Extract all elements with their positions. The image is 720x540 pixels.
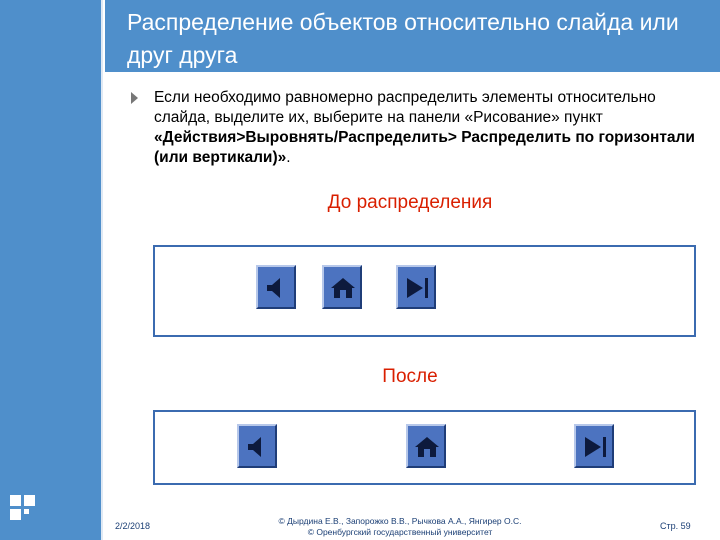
home-icon (412, 432, 442, 462)
home-button-before[interactable] (322, 265, 362, 309)
end-button-after[interactable] (574, 424, 614, 468)
bullet-arrow-icon (131, 92, 138, 104)
footer-copyright-line2: © Оренбургский государственный университет (307, 527, 493, 537)
home-button-after[interactable] (406, 424, 446, 468)
body-text-main: Если необходимо равномерно распределить элементы относительно слайда, выделите их, выберите на панели «Рисование» пункт (154, 89, 656, 126)
body-text-bold: «Действия>Выровнять/Распределить> Распределить по горизонтали (или вертикали)» (154, 129, 695, 166)
end-icon (580, 432, 610, 462)
sound-button-after[interactable] (237, 424, 277, 468)
body-text-end: . (286, 149, 291, 166)
footer-copyright-line1: © Дырдина Е.В., Запорожко В.В., Рычкова А.А., Янгирер О.С. (278, 516, 522, 526)
end-icon (402, 273, 432, 303)
label-after-distribution: После (382, 366, 438, 387)
slide-title: Распределение объектов относительно слайда или друг друга (127, 9, 679, 68)
sound-button-before[interactable] (256, 265, 296, 309)
sound-icon (243, 432, 273, 462)
footer-page-number: Стр. 59 (660, 521, 691, 531)
logo-squares-icon (10, 495, 42, 527)
label-before-distribution: До распределения (327, 192, 493, 213)
end-button-before[interactable] (396, 265, 436, 309)
footer-date: 2/2/2018 (115, 521, 151, 531)
left-decor-strip (0, 0, 103, 540)
body-paragraph (154, 88, 714, 168)
footer-copyright (230, 516, 570, 538)
sound-icon (262, 273, 292, 303)
home-icon (328, 273, 358, 303)
